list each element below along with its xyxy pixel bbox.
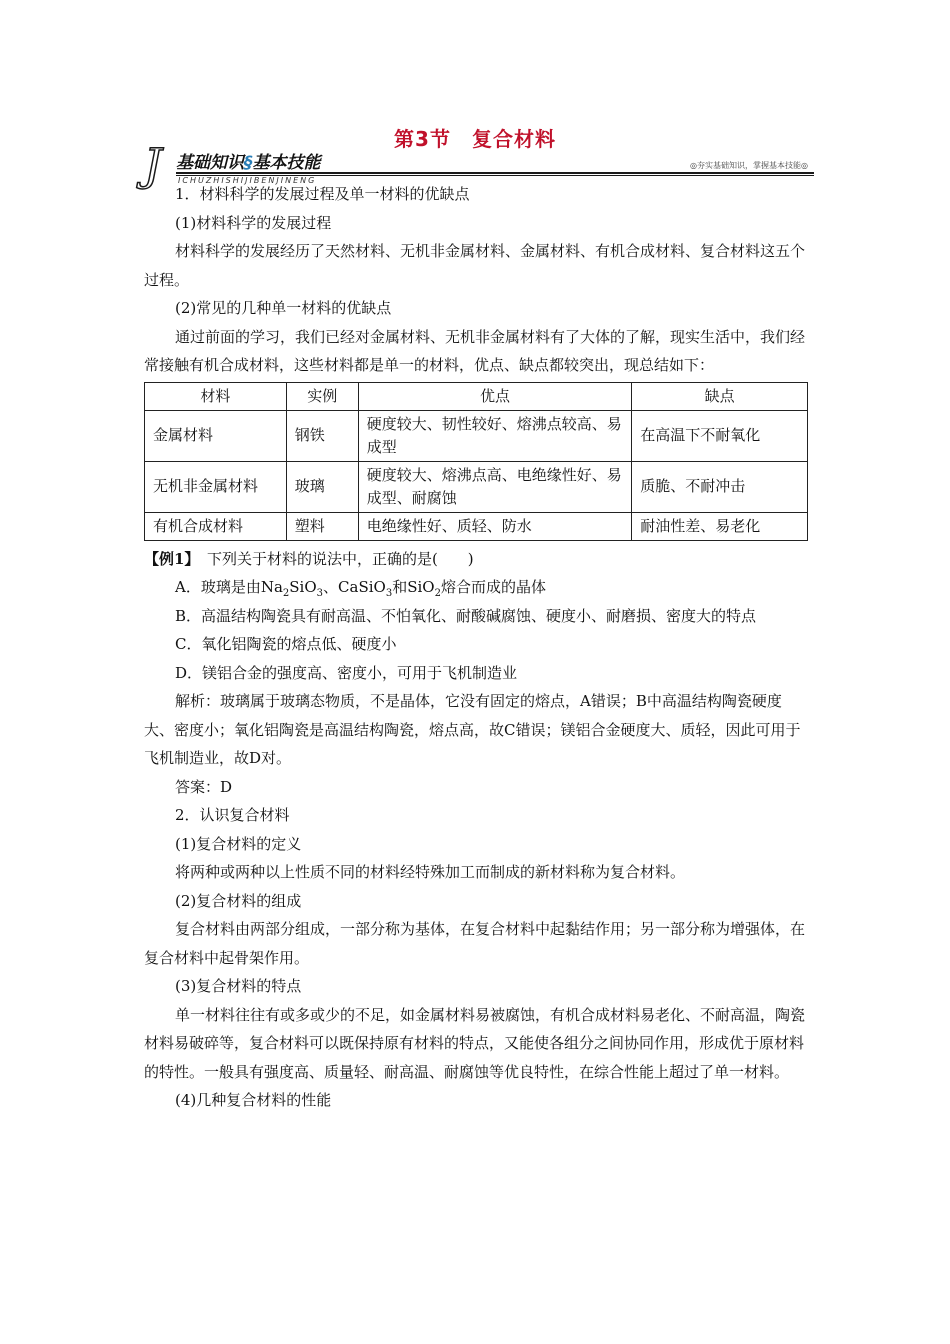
table-cell: 硬度较大、熔沸点高、电绝缘性好、易成型、耐腐蚀 [358,461,632,512]
example-analysis: 解析：玻璃属于玻璃态物质，不是晶体，它没有固定的熔点，A错误；B中高温结构陶瓷硬度大、密度小；氧化铝陶瓷是高温结构陶瓷，熔点高，故C错误；镁铝合金硬度大、质轻，因此可用于飞机制造业，故D对。 [144,692,801,767]
materials-table [144,382,808,541]
table-cell: 硬度较大、韧性较好、熔沸点较高、易成型 [358,410,632,461]
example-answer: 答案：D [175,777,233,796]
subscript: 3 [316,588,324,599]
banner-pinyin: ICHUZHISHIJIBENJINENG [178,176,317,185]
option-b: B．高温结构陶瓷具有耐高温、不怕氧化、耐酸碱腐蚀、硬度小、耐磨损、密度大的特点 [175,606,757,625]
banner-heading [176,148,321,173]
section1-heading: 1．材料科学的发展过程及单一材料的优缺点 [175,185,470,203]
table-header: 材料 [145,382,287,410]
section1-sub2: (2)常见的几种单一材料的优缺点 [175,299,392,317]
table-header: 缺点 [632,382,808,410]
option-a-text: A．玻璃是由Na [175,578,283,596]
table-row [145,461,808,512]
banner-separator-icon: § [244,153,253,173]
subscript: 2 [282,588,290,599]
table-cell: 玻璃 [286,461,358,512]
option-a-text: 熔合而成的晶体 [440,578,546,596]
section2-sub1: (1)复合材料的定义 [175,834,302,853]
option-a-text: 、CaSiO [323,578,386,596]
section2-heading: 2．认识复合材料 [175,806,290,824]
section2-p2: 复合材料由两部分组成，一部分称为基体，在复合材料中起黏结作用；另一部分称为增强体，在复合材料中起骨架作用。 [144,920,806,967]
section2-p1: 将两种或两种以上性质不同的材料经特殊加工而制成的新材料称为复合材料。 [175,863,686,881]
section1-p2: 通过前面的学习，我们已经对金属材料、无机非金属材料有了大体的了解，现实生活中，我们经常接触有机合成材料，这些材料都是单一的材料，优点、缺点都较突出，现总结如下： [144,327,806,374]
table-cell: 耐油性差、易老化 [632,512,808,540]
table-cell: 质脆、不耐冲击 [632,461,808,512]
banner-letter-logo: J [144,140,162,191]
section1-sub1: (1)材料科学的发展过程 [175,213,332,232]
banner-motto: ◎夯实基础知识，掌握基本技能◎ [690,161,808,170]
section2-sub3: (3)复合材料的特点 [175,977,302,995]
table-header: 实例 [286,382,358,410]
banner-text-b: 基本技能 [252,153,321,173]
section2-p3: 单一材料往往有或多或少的不足，如金属材料易被腐蚀，有机合成材料易老化、不耐高温，陶瓷材料易破碎等，复合材料可以既保持原有材料的特点，又能使各组分之间协同作用，形成优于原材料的特性。一般具有强度高、质量轻、耐高温、耐腐蚀等优良特性，在综合性能上超过了单一材料。 [144,1005,806,1081]
table-cell: 电绝缘性好、质轻、防水 [358,512,632,540]
option-c: C．氧化铝陶瓷的熔点低、硬度小 [175,635,397,653]
table-row [145,410,808,461]
table-cell: 金属材料 [145,410,287,461]
example-question-text: 下列关于材料的说法中，正确的是( ) [206,549,474,568]
section2-sub2: (2)复合材料的组成 [175,891,302,910]
table-header: 优点 [358,382,632,410]
section2-sub4: (4)几种复合材料的性能 [175,1091,332,1109]
section1-p1: 材料科学的发展经历了天然材料、无机非金属材料、金属材料、有机合成材料、复合材料这五个过程。 [144,242,806,289]
option-d: D．镁铝合金的强度高、密度小，可用于飞机制造业 [175,663,518,682]
table-cell: 有机合成材料 [145,512,287,540]
table-cell: 塑料 [286,512,358,540]
subscript: 3 [385,588,393,599]
page-title: 第3节 复合材料 [394,127,556,151]
table-cell: 钢铁 [286,410,358,461]
banner-text-a: 基础知识 [176,153,244,173]
table-cell: 无机非金属材料 [145,461,287,512]
table-cell: 在高温下不耐氧化 [632,410,808,461]
document-body [144,180,808,1115]
table-row [145,512,808,540]
option-a-text: SiO [289,578,317,596]
example-label: 【例1】 [144,549,192,568]
option-a [144,573,808,602]
subscript: 2 [434,588,441,599]
example-question [144,545,808,574]
table-header-row [145,382,808,410]
option-a-text: 和SiO [392,578,435,596]
